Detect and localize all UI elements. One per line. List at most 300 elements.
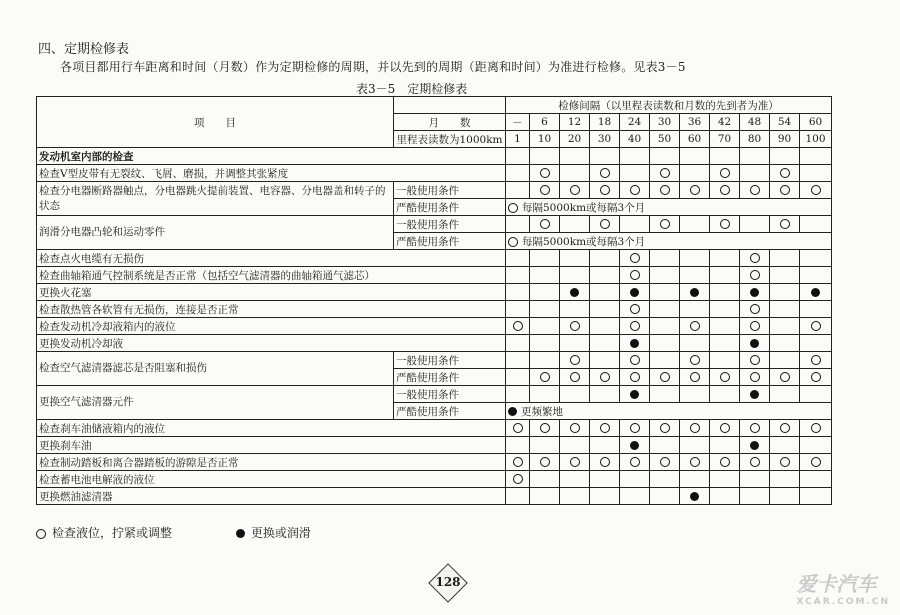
open-circle-icon [750,423,760,433]
mark-cell [530,284,560,301]
open-circle-icon [570,372,580,382]
mark-cell [770,250,800,267]
mark-cell [506,335,530,352]
mark-cell [740,301,770,318]
open-circle-icon [508,237,518,247]
mark-cell [590,352,620,369]
mark-cell [620,335,650,352]
open-circle-icon [630,321,640,331]
item-label: 更换发动机冷却液 [37,335,506,352]
mark-cell [800,488,832,505]
mark-cell [506,148,530,165]
mark-cell [770,148,800,165]
note-cell [506,199,832,216]
mark-cell [506,182,530,199]
mark-cell [770,454,800,471]
mark-cell [560,318,590,335]
open-circle-icon [630,457,640,467]
mark-cell [560,471,590,488]
mileage-cell: 80 [740,131,770,148]
item-label: 更换火花塞 [37,284,506,301]
mark-cell [710,216,740,233]
open-circle-icon [630,270,640,280]
table-caption: 表3－5 定期检修表 [356,82,468,96]
filled-circle-icon [750,390,759,399]
mark-cell [740,488,770,505]
mark-cell [530,369,560,386]
mark-cell [680,216,710,233]
note-text: 更频繁地 [521,405,563,418]
open-circle-icon [540,372,550,382]
mark-cell [560,352,590,369]
open-circle-icon [513,423,523,433]
note-text: 每隔5000km或每隔3个月 [522,235,646,248]
item-label: 检查点火电缆有无损伤 [37,250,506,267]
mark-cell [560,335,590,352]
month-cell: 54 [770,114,800,131]
open-circle-icon [720,219,730,229]
filled-circle-icon [508,407,517,416]
open-circle-icon [508,203,518,213]
item-label: 更换刹车油 [37,437,506,454]
mark-cell [650,471,680,488]
mark-cell [770,267,800,284]
mark-cell [530,471,560,488]
month-cell: 12 [560,114,590,131]
condition-severe: 严酷使用条件 [394,403,506,420]
mark-cell [620,148,650,165]
mark-cell [530,250,560,267]
mark-cell [740,454,770,471]
mark-cell [770,318,800,335]
mark-cell [710,386,740,403]
mark-cell [530,386,560,403]
mark-cell [590,216,620,233]
mark-cell [620,471,650,488]
mark-cell [680,335,710,352]
mark-cell [506,250,530,267]
open-circle-icon [540,457,550,467]
mark-cell [620,369,650,386]
mark-cell [590,250,620,267]
mark-cell [710,454,740,471]
mark-cell [506,437,530,454]
open-circle-icon [660,423,670,433]
mark-cell [530,165,560,182]
condition-normal: 一般使用条件 [394,352,506,369]
open-circle-icon [600,219,610,229]
mark-cell [740,437,770,454]
mark-cell [770,182,800,199]
legend [36,524,311,541]
mark-cell [650,216,680,233]
mark-cell [506,301,530,318]
legend-filled: 更换或润滑 [250,526,311,540]
mark-cell [620,216,650,233]
mark-cell [800,437,832,454]
mark-cell [710,182,740,199]
mark-cell [620,182,650,199]
mileage-cell: 60 [680,131,710,148]
mark-cell [590,386,620,403]
intro-text: 各项目都用行车距离和时间（月数）作为定期检修的周期，并以先到的周期（距离和时间）为准进行检修。见表3－5 [60,60,686,74]
mark-cell [800,216,832,233]
item-label: 检查发动机冷却液箱内的液位 [37,318,506,335]
section-heading: 四、定期检修表 [38,42,130,57]
mark-cell [530,335,560,352]
mark-cell [590,165,620,182]
mark-cell [800,301,832,318]
mark-cell [710,165,740,182]
open-circle-icon [660,457,670,467]
header-item: 项 目 [37,97,394,148]
mark-cell [650,148,680,165]
mark-cell [650,437,680,454]
open-circle-icon [811,185,821,195]
open-circle-icon [690,423,700,433]
open-circle-icon [513,321,523,331]
mark-cell [590,318,620,335]
mark-cell [770,301,800,318]
open-circle-icon [600,423,610,433]
mark-cell [770,386,800,403]
filled-circle-icon [570,288,579,297]
month-cell: 18 [590,114,620,131]
item-label: 检查曲轴箱通气控制系统是否正常（包括空气滤清器的曲轴箱通气滤芯） [37,267,506,284]
mark-cell [680,488,710,505]
item-label: 检查刹车油储液箱内的液位 [37,420,506,437]
mark-cell [740,335,770,352]
mark-cell [560,182,590,199]
mark-cell [740,318,770,335]
mark-cell [590,454,620,471]
mark-cell [590,148,620,165]
item-label: 更换空气滤清器元件 [37,386,394,420]
mark-cell [740,250,770,267]
header-mileage-label: 里程表读数为1000km [394,131,506,148]
mark-cell [740,352,770,369]
mark-cell [710,250,740,267]
mark-cell [560,148,590,165]
mark-cell [560,267,590,284]
open-circle-icon [690,321,700,331]
mark-cell [770,335,800,352]
mark-cell [710,488,740,505]
open-circle-icon [600,185,610,195]
open-circle-icon [630,355,640,365]
mark-cell [800,284,832,301]
mark-cell [770,352,800,369]
mark-cell [506,318,530,335]
mark-cell [740,284,770,301]
mark-cell [680,318,710,335]
mark-cell [710,267,740,284]
mark-cell [680,182,710,199]
open-circle-icon [811,355,821,365]
mark-cell [680,471,710,488]
open-circle-icon [660,168,670,178]
mark-cell [590,488,620,505]
filled-circle-icon [690,288,699,297]
mark-cell [530,420,560,437]
mark-cell [560,437,590,454]
open-circle-icon [750,457,760,467]
open-circle-icon [750,304,760,314]
mark-cell [620,267,650,284]
mark-cell [620,420,650,437]
open-circle-icon [811,423,821,433]
open-circle-icon [513,474,523,484]
mark-cell [740,182,770,199]
mileage-cell: 100 [800,131,832,148]
mark-cell [506,284,530,301]
mark-cell [560,488,590,505]
mark-cell [710,284,740,301]
mark-cell [800,471,832,488]
mark-cell [800,250,832,267]
mileage-cell: 40 [620,131,650,148]
mark-cell [506,488,530,505]
mileage-cell: 90 [770,131,800,148]
mark-cell [530,352,560,369]
mark-cell [620,318,650,335]
page-number: 128 [435,575,461,589]
mark-cell [800,352,832,369]
open-circle-icon [780,219,790,229]
mark-cell [680,165,710,182]
open-circle-icon [750,355,760,365]
mark-cell [740,148,770,165]
open-circle-icon [570,321,580,331]
mark-cell [710,335,740,352]
open-circle-icon [720,185,730,195]
note-cell [506,403,832,420]
open-circle-icon [780,372,790,382]
mark-cell [710,318,740,335]
mark-cell [560,454,590,471]
filled-circle-icon [630,288,639,297]
mark-cell [506,454,530,471]
item-label: 更换燃油滤清器 [37,488,506,505]
mark-cell [506,216,530,233]
mark-cell [770,437,800,454]
filled-circle-icon [750,288,759,297]
filled-circle-icon [750,441,759,450]
mark-cell [560,284,590,301]
mark-cell [740,165,770,182]
mark-cell [800,420,832,437]
month-cell: 24 [620,114,650,131]
open-circle-icon [750,270,760,280]
mark-cell [530,148,560,165]
mark-cell [680,267,710,284]
condition-normal: 一般使用条件 [394,216,506,233]
mark-cell [680,148,710,165]
mark-cell [800,318,832,335]
mark-cell [530,318,560,335]
mark-cell [680,369,710,386]
maintenance-table [36,96,832,505]
mark-cell [506,471,530,488]
mark-cell [650,420,680,437]
page-number-badge [418,564,478,602]
month-cell: 30 [650,114,680,131]
mark-cell [770,420,800,437]
item-label: 检查蓄电池电解液的液位 [37,471,506,488]
condition-severe: 严酷使用条件 [394,233,506,250]
mark-cell [590,471,620,488]
mark-cell [530,182,560,199]
mark-cell [530,454,560,471]
mark-cell [770,369,800,386]
mark-cell [590,284,620,301]
mark-cell [710,437,740,454]
mark-cell [650,267,680,284]
open-circle-icon [750,253,760,263]
mark-cell [650,318,680,335]
month-cell: 6 [530,114,560,131]
item-label: 检查V型皮带有无裂纹、飞屑、磨损，并调整其张紧度 [37,165,506,182]
mark-cell [650,182,680,199]
open-circle-icon [690,372,700,382]
mark-cell [590,420,620,437]
watermark-main: 爱卡汽车 [796,572,877,596]
mark-cell [530,488,560,505]
watermark [797,568,890,607]
open-circle-icon [811,321,821,331]
mark-cell [740,369,770,386]
mark-cell [530,267,560,284]
mark-cell [530,301,560,318]
item-label: 检查空气滤清器滤芯是否阻塞和损伤 [37,352,394,386]
mark-cell [590,437,620,454]
mark-cell [590,301,620,318]
mark-cell [590,182,620,199]
item-label: 检查散热管各软管有无损伤，连接是否正常 [37,301,506,318]
mark-cell [710,148,740,165]
mark-cell [590,335,620,352]
open-circle-icon [630,304,640,314]
mark-cell [590,267,620,284]
open-circle-icon [570,423,580,433]
mark-cell [530,437,560,454]
mark-cell [506,165,530,182]
header-spacer [394,97,506,114]
mark-cell [530,216,560,233]
mark-cell [740,420,770,437]
mark-cell [800,267,832,284]
mark-cell [770,165,800,182]
header-months-label: 月 数 [394,114,506,131]
note-cell [506,233,832,250]
mark-cell [560,369,590,386]
open-circle-icon [780,423,790,433]
mark-cell [620,250,650,267]
mileage-cell: 1 [506,131,530,148]
mark-cell [680,386,710,403]
mark-cell [560,386,590,403]
mark-cell [680,437,710,454]
mark-cell [710,420,740,437]
mark-cell [710,352,740,369]
open-circle-icon [660,185,670,195]
open-circle-icon [513,457,523,467]
mark-cell [620,437,650,454]
mark-cell [800,148,832,165]
open-circle-icon [540,168,550,178]
watermark-sub: XCAR.COM.CN [796,597,890,607]
condition-normal: 一般使用条件 [394,182,506,199]
filled-circle-icon [630,339,639,348]
month-cell: － [506,114,530,131]
mark-cell [650,301,680,318]
mark-cell [770,284,800,301]
month-cell: 36 [680,114,710,131]
open-circle-icon [780,185,790,195]
mark-cell [650,250,680,267]
open-circle-icon [720,423,730,433]
mark-cell [770,488,800,505]
mark-cell [620,284,650,301]
open-circle-icon [750,372,760,382]
mark-cell [650,284,680,301]
section-title: 发动机室内部的检查 [37,148,506,165]
mark-cell [740,267,770,284]
mark-cell [560,420,590,437]
month-cell: 60 [800,114,832,131]
open-circle-icon [36,529,46,539]
open-circle-icon [630,423,640,433]
mark-cell [800,386,832,403]
mark-cell [506,352,530,369]
header-interval: 检修间隔（以里程表读数和月数的先到者为准） [506,97,832,114]
mark-cell [620,352,650,369]
mark-cell [506,386,530,403]
filled-circle-icon [630,390,639,399]
mark-cell [620,386,650,403]
mark-cell [650,335,680,352]
mark-cell [506,267,530,284]
open-circle-icon [630,185,640,195]
mark-cell [770,216,800,233]
mileage-cell: 50 [650,131,680,148]
mark-cell [680,284,710,301]
mark-cell [620,454,650,471]
mileage-cell: 10 [530,131,560,148]
mark-cell [680,420,710,437]
mark-cell [650,369,680,386]
mark-cell [800,335,832,352]
filled-circle-icon [750,339,759,348]
mileage-cell: 30 [590,131,620,148]
open-circle-icon [780,168,790,178]
item-label: 检查制动踏板和离合器踏板的游隙是否正常 [37,454,506,471]
mark-cell [770,471,800,488]
mark-cell [560,216,590,233]
open-circle-icon [600,372,610,382]
item-label: 润滑分电器凸轮和运动零件 [37,216,394,250]
open-circle-icon [630,372,640,382]
item-label: 检查分电器断路器触点，分电器跳火提前装置、电容器、分电器盖和转子的状态 [37,182,394,216]
open-circle-icon [660,219,670,229]
mark-cell [800,165,832,182]
open-circle-icon [780,457,790,467]
mileage-cell: 70 [710,131,740,148]
mileage-cell: 20 [560,131,590,148]
open-circle-icon [540,219,550,229]
mark-cell [650,386,680,403]
open-circle-icon [570,185,580,195]
